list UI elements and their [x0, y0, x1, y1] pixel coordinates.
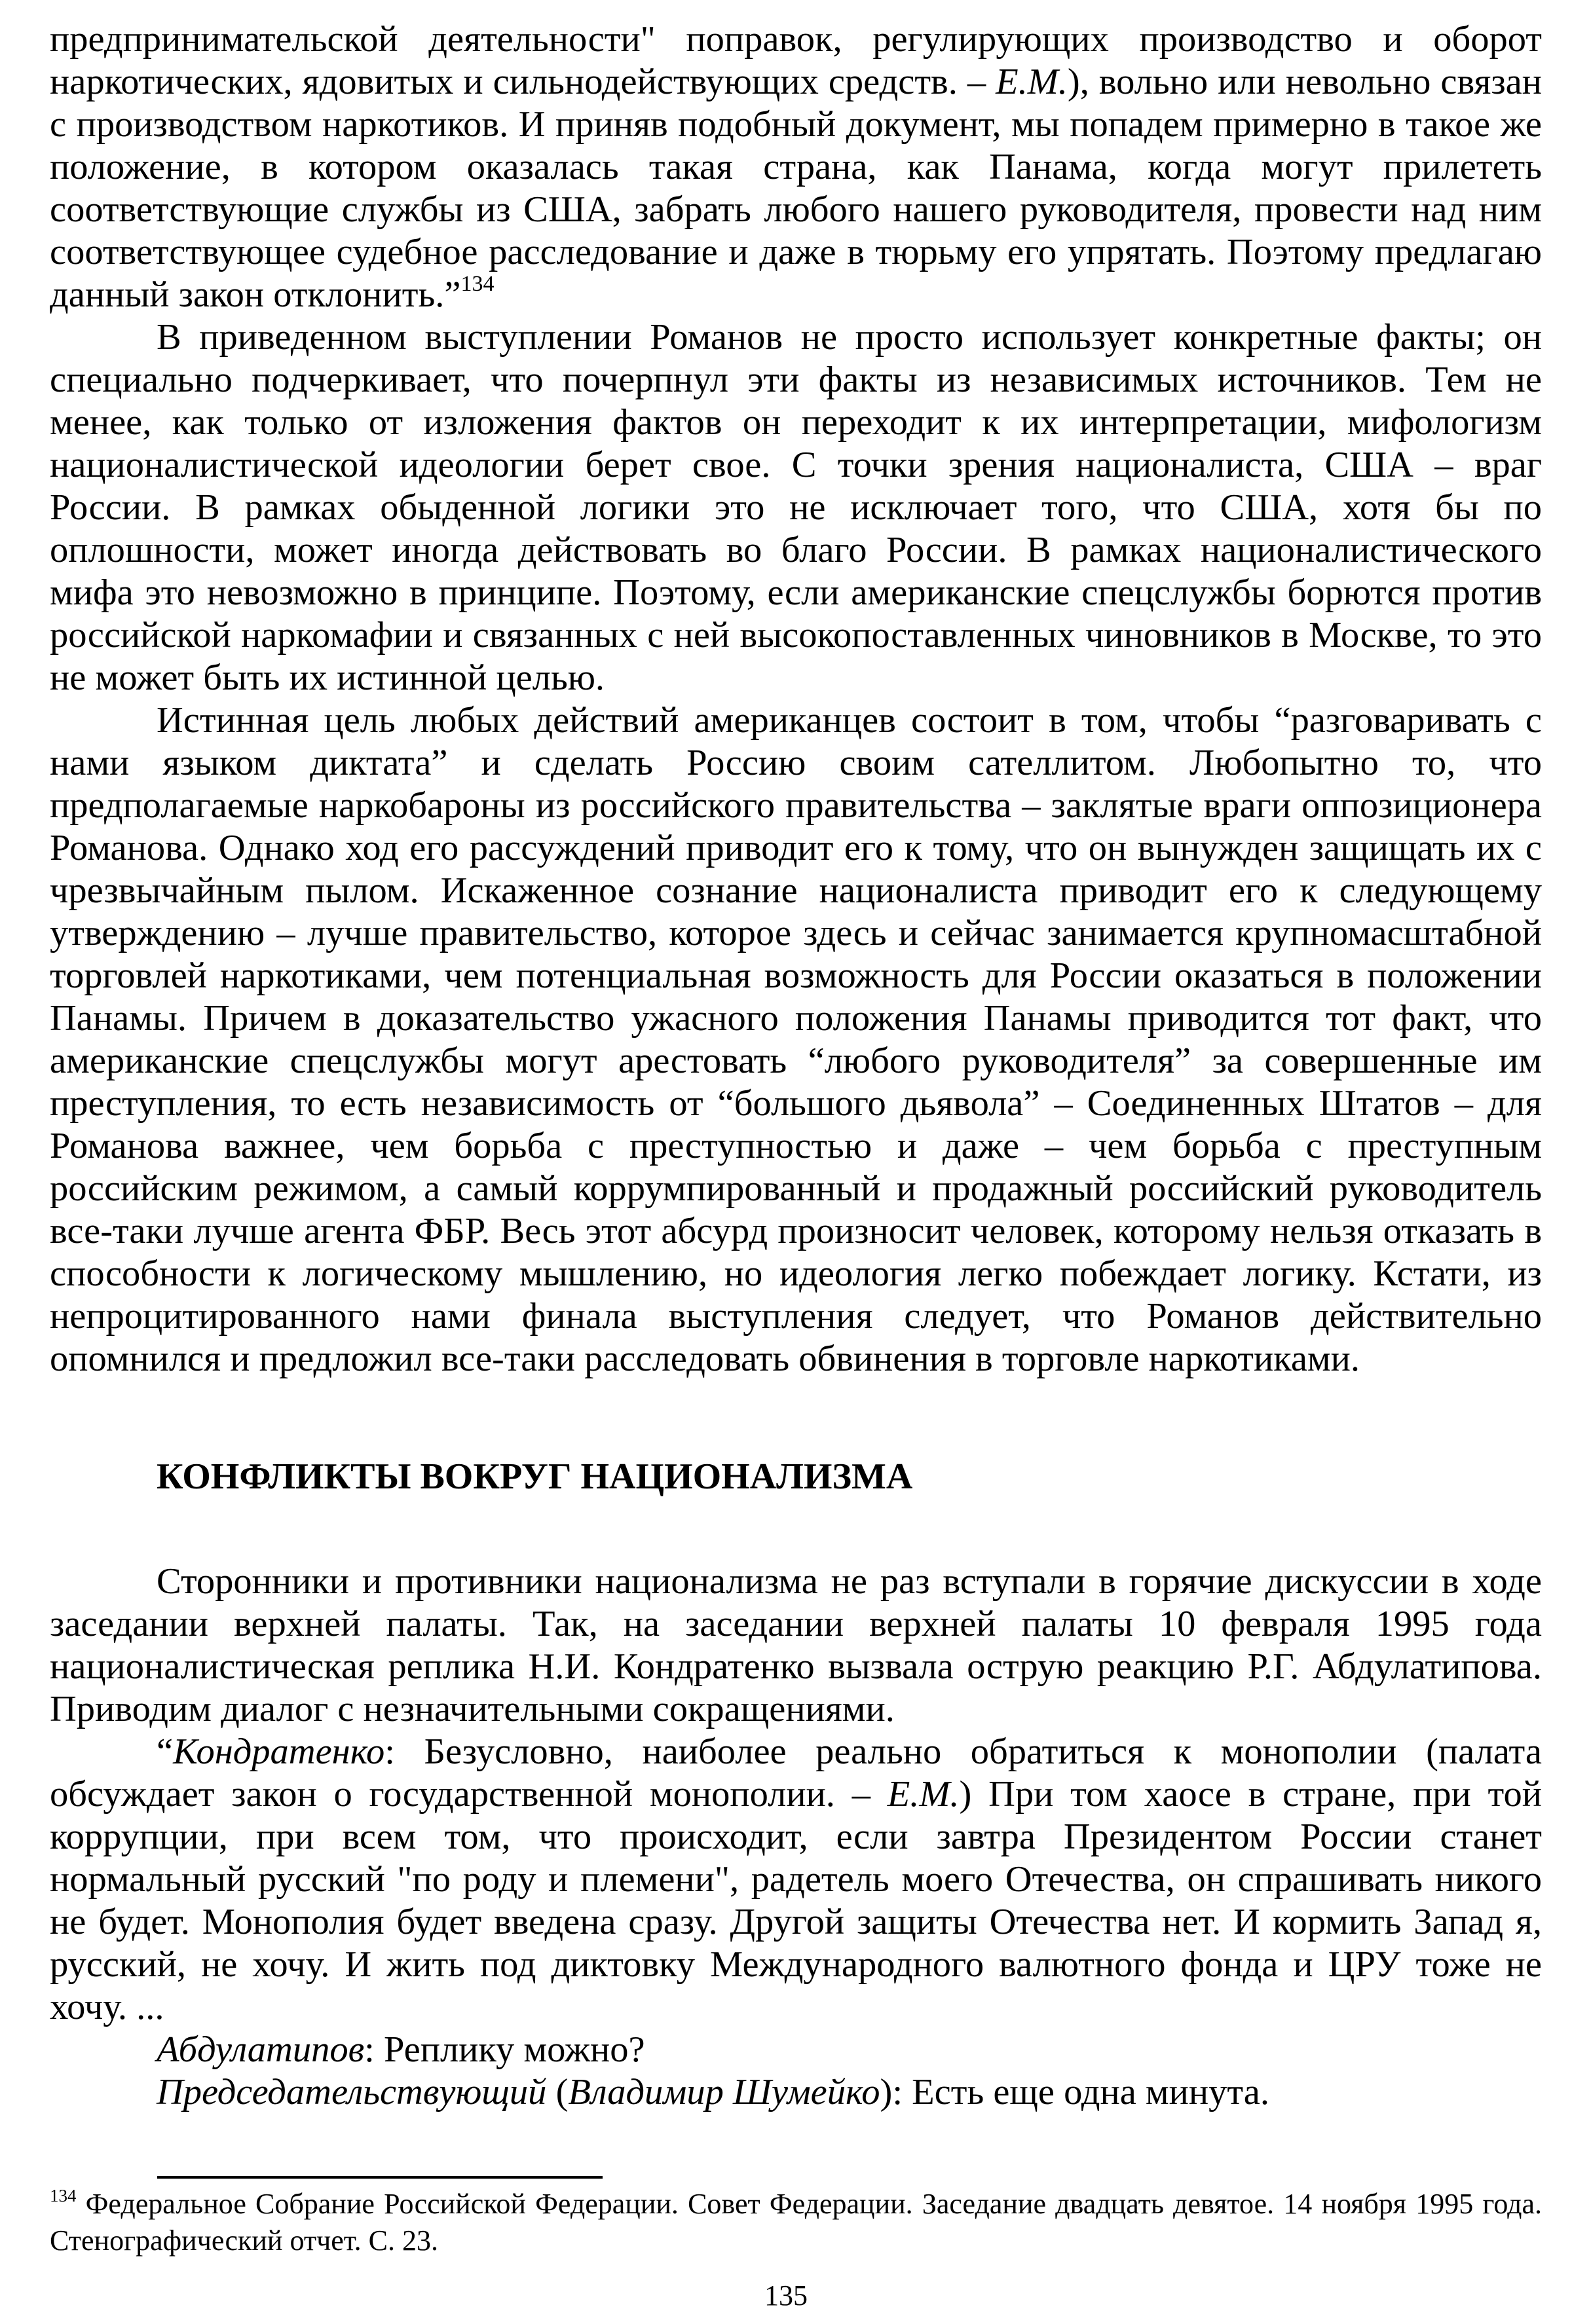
- dialogue-text: : Есть еще одна минута.: [892, 2072, 1269, 2112]
- paragraph-text: ) При том хаосе в стране, при той коррупции, при всем том, что происходит, если завтра Президентом России станет нормальный русский "по роду и племени", радетель моего Отечества, он спрашивать никого не будет. Монополия будет введена сразу. Другой защиты Отечества нет. И кормить Запад я, русский, не хочу. И жить под диктовку Международного валютного фонда и ЦРУ тоже не хочу. ...: [50, 1774, 1542, 2027]
- paragraph-romanov-analysis: В приведенном выступлении Романов не просто использует конкретные факты; он специально подчеркивает, что почерпнул эти факты из независимых источников. Тем не менее, как только от изложения фактов он переходит к их интерпретации, мифологизм националистической идеологии берет свое. С точки зрения националиста, США – враг России. В рамках обыденной логики это не исключает того, что США, хотя бы по оплошности, может иногда действовать во благо России. В рамках националистического мифа это невозможно в принципе. Поэтому, если американские спецслужбы борются против российской наркомафии и связанных с ней высокопоставленных чиновников в Москве, то это не может быть их истинной целью.: [50, 317, 1542, 698]
- footnote-separator: [157, 2176, 603, 2179]
- footnote-reference[interactable]: 134: [460, 272, 495, 296]
- speaker-name: Председательствующий: [157, 2072, 547, 2112]
- page-body: [50, 0, 1542, 2114]
- footnote-number: 134: [50, 2186, 77, 2205]
- section-heading: КОНФЛИКТЫ ВОКРУГ НАЦИОНАЛИЗМА: [157, 1456, 913, 1497]
- open-quote: “: [157, 1731, 174, 1772]
- author-initials: Е.М.: [887, 1774, 960, 1815]
- footnote: [50, 2186, 1542, 2259]
- speaker-name: Абдулатипов: [157, 2029, 365, 2070]
- author-initials: Е.М.: [996, 62, 1068, 102]
- paragraph-text: предпринимательской деятельности" поправок, регулирующих производство и оборот наркотических, ядовитых и сильнодействующих средств. –: [50, 19, 1542, 102]
- speaker-name: Кондратенко: [173, 1731, 385, 1772]
- speaker-full-name: Владимир Шумейко: [568, 2072, 880, 2112]
- page-number: 135: [764, 2279, 808, 2312]
- paragraph-quote-end: [50, 0, 1542, 316]
- dialogue-text: : Реплику можно?: [364, 2029, 645, 2070]
- dialogue-line: [50, 2029, 1542, 2071]
- dialogue-line: Председательствующий (Владимир Шумейко): Есть еще одна минута.: [157, 2072, 1269, 2112]
- paragraph-text: : Безусловно, наиболее реально обратиться к монополии (палата обсуждает закон о государственной монополии. –: [50, 1731, 1542, 1815]
- paragraph-true-goal: Истинная цель любых действий американцев состоит в том, чтобы “разговаривать с нами языком диктата” и сделать Россию своим сателлитом. Любопытно то, что предполагаемые наркобароны из российского правительства – заклятые враги оппозиционера Романова. Однако ход его рассуждений приводит его к тому, что он вынужден защищать их с чрезвычайным пылом. Искаженное сознание националиста приводит его к следующему утверждению – лучше правительство, которое здесь и сейчас занимается крупномасштабной торговлей наркотиками, чем потенциальная возможность для России оказаться в положении Панамы. Причем в доказательство ужасного положения Панамы приводится тот факт, что американские спецслужбы могут арестовать “любого руководителя” за совершенные им преступления, то есть независимость от “большого дьявола” – Соединенных Штатов – для Романова важнее, чем борьба с преступностью и даже – чем борьба с преступным российским режимом, а самый коррумпированный и продажный российский руководитель все-таки лучше агента ФБР. Весь этот абсурд произносит человек, которому нельзя отказать в способности к логическому мышлению, но идеология легко побеждает логику. Кстати, из непроцитированного нами финала выступления следует, что Романов действительно опомнился и предложил все-таки расследовать обвинения в торговле наркотиками.: [50, 700, 1542, 1379]
- paragraph-text: ), вольно или невольно связан с производством наркотиков. И приняв подобный документ, мы попадем примерно в такое же положение, в котором оказалась такая страна, как Панама, когда могут прилететь соответствующие службы из США, забрать любого нашего руководителя, провести над ним соответствующее судебное расследование и даже в тюрьму его упрятать. Поэтому предлагаю данный закон отклонить.”: [50, 62, 1542, 315]
- footnote-text: Федеральное Собрание Российской Федерации. Совет Федерации. Заседание двадцать девятое. 14 ноября 1995 года. Стенографический отчет. С. 23.: [50, 2188, 1542, 2257]
- paragraph-kondratenko: [50, 1731, 1542, 2029]
- paragraph-intro: Сторонники и противники национализма не раз вступали в горячие дискуссии в ходе заседании верхней палаты. Так, на заседании верхней палаты 10 февраля 1995 года националистическая реплика Н.И. Кондратенко вызвала острую реакцию Р.Г. Абдулатипова. Приводим диалог с незначительными сокращениями.: [50, 1561, 1542, 1729]
